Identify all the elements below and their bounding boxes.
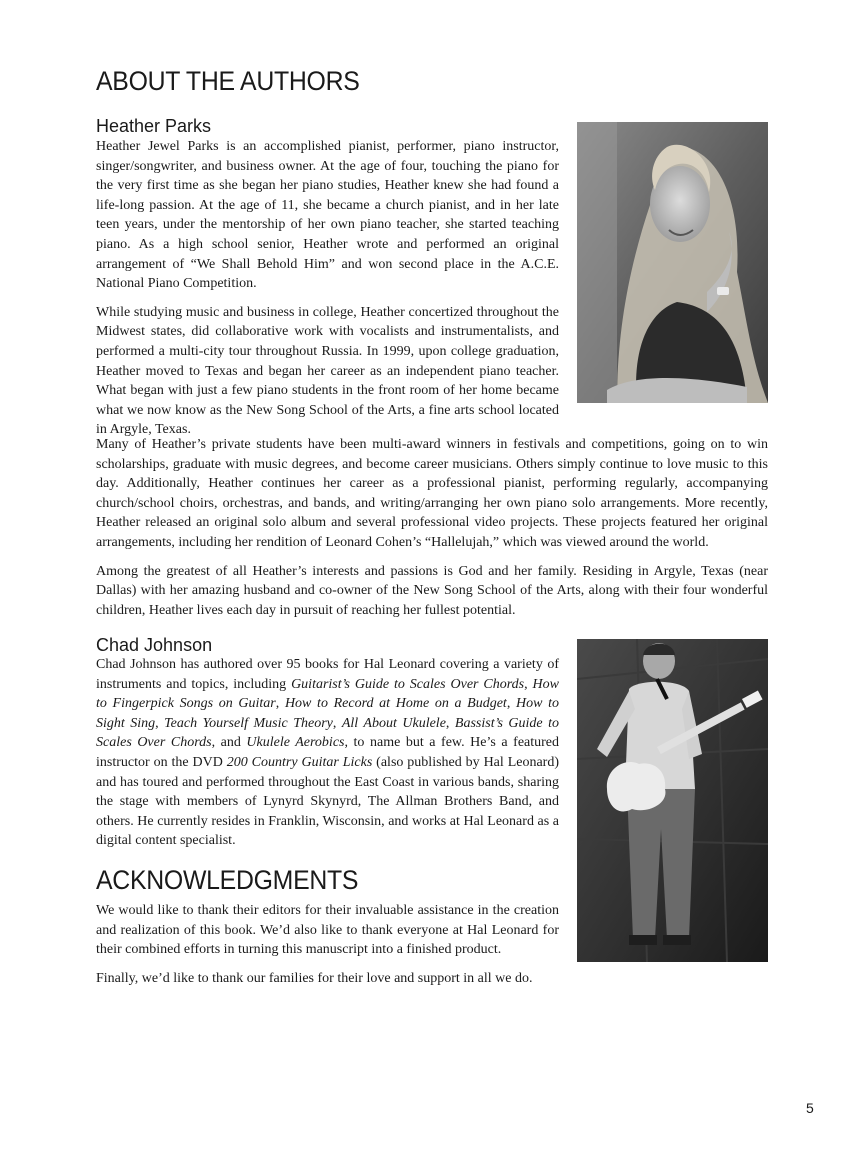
chad-guitar-image <box>577 639 768 962</box>
book-title: All About Ukulele <box>341 715 446 731</box>
book-title: How to Record at Home on a Budget <box>284 696 507 712</box>
heather-bio-paragraph-4: Among the greatest of all Heather’s interests and passions is God and her family. Residing in Argyle, Texas (near Dallas) with her amazing husband and co-owner of the New Song School of the Arts, along with their four wonderful children, Heather lives each day in pursuit of reaching her fullest potential. <box>96 563 768 618</box>
heather-bio-bottom <box>96 435 768 629</box>
chad-bio-text: , <box>524 676 533 692</box>
book-title: Teach Yourself Music Theory <box>164 715 333 731</box>
chad-bio-text: , <box>332 715 342 731</box>
heather-bio-paragraph-2: While studying music and business in college, Heather concertized throughout the Midwest states, did collaborative work with vocalists and instrumentalists, and performed a multi-city tour throughout Russia. In 1999, upon college graduation, Heather moved to Texas and began her career as an independent piano teacher. What began with just a few piano students in the front room of her home became what we now know as the New Song School of the Arts, a fine arts school located in Argyle, Texas. <box>96 304 559 438</box>
heather-parks-photo <box>577 122 768 403</box>
dvd-title: 200 Country Guitar Licks <box>226 754 373 770</box>
chad-johnson-photo <box>577 639 768 962</box>
author-name-chad: Chad Johnson <box>96 635 213 655</box>
acknowledgments-heading: ACKNOWLEDGMENTS <box>96 865 359 895</box>
chad-bio-text: , to name but a few. He’s a featured instructor on the DVD <box>96 735 560 770</box>
chad-bio <box>96 655 559 860</box>
page-number: 5 <box>806 1100 814 1116</box>
author-name-heather: Heather Parks <box>96 116 212 136</box>
book-title: Ukulele Aerobics <box>246 735 345 751</box>
book-title: Bassist’s Guide to Scales Over Chords <box>96 715 559 751</box>
chad-bio-paragraph <box>96 655 559 851</box>
book-title: How to Sight Sing <box>96 696 560 731</box>
acknowledgments-paragraph-2: Finally, we’d like to thank our families for their love and support in all we do. <box>96 970 533 986</box>
chad-bio-text: , and <box>211 735 247 751</box>
heather-bio-paragraph-3: Many of Heather’s private students have been multi-award winners in festivals and competitions, going on to win scholarships, graduate with music degrees, and become career musicians. Others simply continue to love music to this day. Additionally, Heather continues her career as a professional pianist, performing regularly, accompanying church/school choirs, orchestras, and bands, and writing/arranging her own piano solo arrangements. More recently, Heather released an original solo album and several professional video projects. These projects featured her original arrangements, including her rendition of Leonard Cohen’s “Hallelujah,” which was viewed around the world. <box>96 437 768 550</box>
book-title: Guitarist’s Guide to Scales Over Chords <box>291 676 525 692</box>
chad-bio-text: , <box>155 715 165 731</box>
chad-bio-text: Chad Johnson has authored over 95 books for Hal Leonard covering a variety of instruments and topics, including <box>96 657 559 692</box>
chad-bio-text: (also published by Hal Leonard) and has toured and performed throughout the East Coast in various bands, sharing the stage with members of Lynyrd Skynyrd, The Allman Brothers Band, and others. He currently resides in Franklin, Wisconsin, and works at Hal Leonard as a digital content specialist. <box>96 754 559 849</box>
heather-portrait-image <box>577 122 768 403</box>
acknowledgments-text <box>96 901 559 997</box>
chad-bio-text: , <box>506 696 516 712</box>
chad-bio-text: , <box>275 696 285 712</box>
acknowledgments-paragraph-1: We would like to thank their editors for their invaluable assistance in the creation and realization of this book. We’d also like to thank everyone at Hal Leonard for their combined efforts in turning this manuscript into a finished product. <box>96 903 559 958</box>
heather-bio-paragraph-1: Heather Jewel Parks is an accomplished pianist, performer, piano instructor, singer/songwriter, and business owner. At the age of four, touching the piano for the very first time as she began her piano studies, Heather knew she had found a life-long passion. At the age of 11, she became a church pianist, and in her late teen years, under the mentorship of her own piano teacher, she started teaching piano. As a high school senior, Heather wrote and performed an original arrangement of “We Shall Behold Him” and won second place in the A.C.E. National Piano Competition. <box>96 139 559 292</box>
chad-bio-text: , <box>445 715 455 731</box>
about-authors-heading: ABOUT THE AUTHORS <box>96 66 360 96</box>
book-title: How to Fingerpick Songs on Guitar <box>96 676 559 712</box>
heather-bio-top <box>96 137 559 449</box>
